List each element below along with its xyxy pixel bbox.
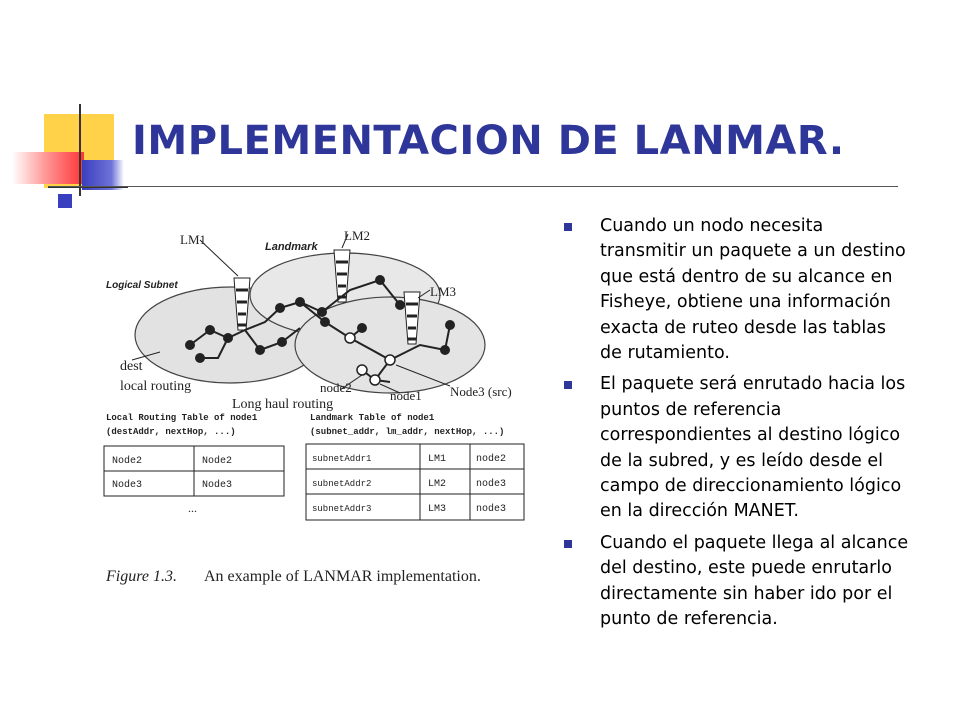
lanmar-figure: [100, 210, 540, 600]
node: [345, 333, 355, 343]
landmark-table-cell: subnetAddr2: [312, 479, 372, 489]
label-lm1: LM1: [180, 232, 206, 247]
label-lm3: LM3: [430, 284, 456, 299]
landmark-table-cell: subnetAddr3: [312, 504, 372, 514]
decor-vertical-line: [79, 104, 81, 196]
local-table-cell: Node2: [112, 456, 143, 467]
bullet-item: [562, 214, 912, 366]
landmark-table-cell: node3: [476, 504, 507, 515]
figure-caption-label: Figure 1.3.: [106, 568, 177, 585]
local-table-cell: Node3: [202, 480, 233, 491]
decor-blue-small-square: [58, 194, 72, 208]
slide-title: IMPLEMENTACION DE LANMAR.: [132, 118, 845, 164]
square-bullet-icon: [564, 223, 572, 231]
node-node3: [385, 355, 395, 365]
label-lm2: LM2: [344, 228, 370, 243]
label-node1: node1: [390, 388, 422, 403]
node: [375, 275, 385, 285]
node: [223, 333, 233, 343]
bullet-text: Cuando un nodo necesita transmitir un paquete a un destino que está dentro de su alcance en Fisheye, obtiene una información exacta de ruteo desde las tablas de rutamiento.: [600, 216, 906, 364]
landmark-table-title: Landmark Table of node1: [310, 413, 435, 423]
node-node1: [370, 375, 380, 385]
node: [317, 307, 327, 317]
local-table-fields: (destAddr, nextHop, ...): [106, 427, 236, 437]
bullet-list: [562, 214, 912, 639]
bullet-text: Cuando el paquete llega al alcance del destino, este puede enrutarlo directamente sin haber ido por el punto de referencia.: [600, 532, 909, 630]
bullet-text: El paquete será enrutado hacia los puntos de referencia correspondientes al destino lógico de la subred, y es leído desde el campo de direccionamiento lógico en la dirección MANET.: [600, 374, 906, 522]
landmark-table-cell: subnetAddr1: [312, 454, 372, 464]
bullet-item: [562, 531, 912, 633]
node: [205, 325, 215, 335]
landmark-table-fields: (subnet_addr, lm_addr, nextHop, ...): [310, 427, 505, 437]
node: [295, 297, 305, 307]
node: [395, 300, 405, 310]
node: [275, 303, 285, 313]
landmark-table-cell: LM2: [428, 479, 447, 490]
node: [277, 337, 287, 347]
label-node2: node2: [320, 380, 352, 395]
node-node2: [357, 365, 367, 375]
local-table-cell: Node3: [112, 480, 143, 491]
node: [445, 320, 455, 330]
square-bullet-icon: [564, 540, 572, 548]
label-local-routing: local routing: [120, 379, 192, 394]
node: [357, 323, 367, 333]
node: [440, 345, 450, 355]
label-logical-subnet: Logical Subnet: [106, 280, 178, 291]
landmark-table-cell: LM1: [428, 454, 447, 465]
label-long-haul: Long haul routing: [232, 397, 334, 412]
square-bullet-icon: [564, 381, 572, 389]
bullet-item: [562, 372, 912, 524]
node: [185, 340, 195, 350]
figure-caption-text: An example of LANMAR implementation.: [204, 568, 481, 585]
local-table-ellipsis: ...: [188, 501, 197, 515]
label-node3: Node3 (src): [450, 384, 512, 399]
title-underline: [48, 186, 898, 187]
landmark-table-cell: LM3: [428, 504, 447, 515]
label-dest: dest: [120, 359, 143, 374]
node: [195, 353, 205, 363]
landmark-table-cell: node2: [476, 454, 507, 465]
local-table-title: Local Routing Table of node1: [106, 413, 258, 423]
label-landmark: Landmark: [265, 241, 318, 253]
node: [320, 317, 330, 327]
node: [255, 345, 265, 355]
local-table-cell: Node2: [202, 456, 233, 467]
decor-red-gradient: [12, 152, 84, 184]
landmark-table-cell: node3: [476, 479, 507, 490]
